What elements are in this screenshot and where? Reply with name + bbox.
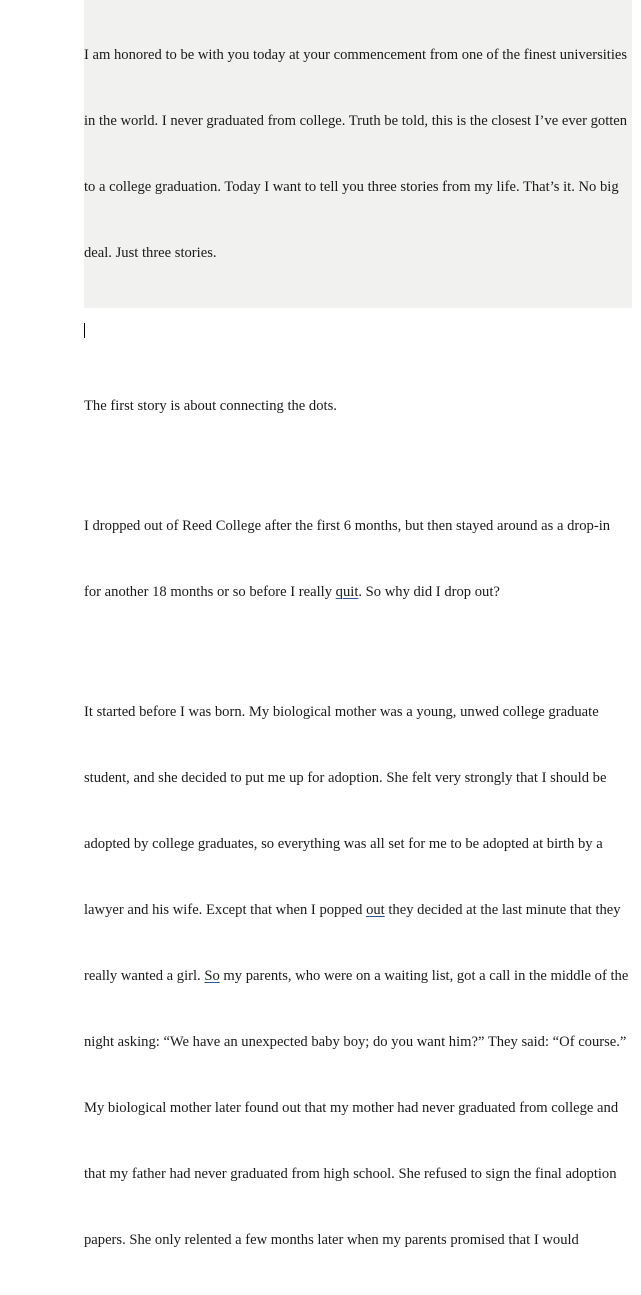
text-line: The first story is about connecting the dots. xyxy=(84,398,337,414)
text-line: night asking: “We have an unexpected baby boy; do you want him?” They said: “Of course.” xyxy=(84,1034,627,1050)
empty-paragraph[interactable] xyxy=(84,320,632,342)
grammar-flag-word[interactable]: quit xyxy=(335,584,359,600)
text-line: I am honored to be with you today at your commencement from one of the finest universities xyxy=(84,47,628,63)
document-body[interactable] xyxy=(84,0,632,1295)
text-line: adopted by college graduates, so everything was all set for me to be adopted at birth by a xyxy=(84,836,603,852)
text-line: that my father had never graduated from high school. She refused to sign the final adoption xyxy=(84,1166,617,1182)
text-line: deal. Just three stories. xyxy=(84,245,217,261)
text-run: lawyer and his wife. Except that when I popped xyxy=(84,902,367,918)
text-run: for another 18 months or so before I really xyxy=(84,584,336,600)
text-line xyxy=(84,965,632,987)
paragraph-intro[interactable] xyxy=(84,0,632,308)
grammar-flag-word[interactable]: So xyxy=(204,968,220,984)
text-run: . So why did I drop out? xyxy=(358,584,500,600)
text-line: papers. She only relented a few months later when my parents promised that I would xyxy=(84,1232,579,1248)
text-line: student, and she decided to put me up for adoption. She felt very strongly that I should be xyxy=(84,770,607,786)
paragraph-born[interactable] xyxy=(84,657,632,1295)
text-run: my parents, who were on a waiting list, got a call in the middle of the xyxy=(219,968,629,984)
text-run: really wanted a girl. xyxy=(84,968,205,984)
text-line: to a college graduation. Today I want to tell you three stories from my life. That’s it. No big xyxy=(84,179,619,195)
text-line: in the world. I never graduated from college. Truth be told, this is the closest I’ve ever gotten xyxy=(84,113,628,129)
text-line: My biological mother later found out that my mother had never graduated from college and xyxy=(84,1100,619,1116)
text-line: It started before I was born. My biological mother was a young, unwed college graduate xyxy=(84,704,599,720)
paragraph-dropped-out[interactable] xyxy=(84,471,632,647)
text-run: they decided at the last minute that they xyxy=(384,902,621,918)
text-cursor xyxy=(84,323,85,338)
paragraph-first-story[interactable] xyxy=(84,351,632,461)
text-line xyxy=(84,899,632,921)
grammar-flag-word[interactable]: out xyxy=(366,902,385,918)
text-line xyxy=(84,581,632,603)
text-line: I dropped out of Reed College after the first 6 months, but then stayed around as a drop-in xyxy=(84,518,611,534)
